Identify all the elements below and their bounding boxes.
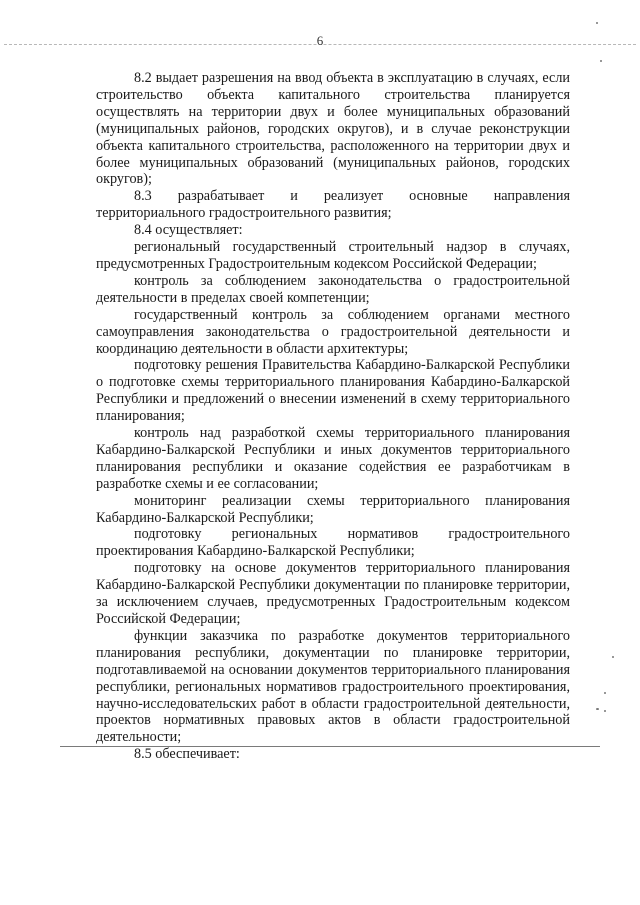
paragraph-item: мониторинг реализации схемы территориального планирования Кабардино-Балкарской Республики; [96,492,570,526]
paragraph-item: контроль за соблюдением законодательства о градостроительной деятельности в пределах своей компетенции; [96,272,570,306]
paragraph-item: подготовку на основе документов территориального планирования Кабардино-Балкарской Республики документации по планировке территории, за исключением случаев, предусмотренных Градостроительным кодексом Российской Федерации; [96,560,570,627]
scan-speck [604,692,606,694]
scan-speck [596,22,598,24]
document-body [96,70,570,763]
paragraph-item: государственный контроль за соблюдением органами местного самоуправления законодательства о градостроительной деятельности и координацию деятельности в области архитектуры; [96,306,570,357]
paragraph-8-3: 8.3 разрабатывает и реализует основные направления территориального градостроительного развития; [96,188,570,222]
paragraph-item: подготовку региональных нормативов градостроительного проектирования Кабардино-Балкарской Республики; [96,526,570,560]
paragraph-8-4-heading: 8.4 осуществляет: [134,222,243,239]
paragraph-8-2: 8.2 выдает разрешения на ввод объекта в эксплуатацию в случаях, если строительство объекта капитального строительства планируется осуществлять на территории двух и более муниципальных образований (муниципальных районов, городских округов), и в случае реконструкции объекта капитального строительства, расположенного на территории двух и более муниципальных образований (муниципальных районов, городских округов); [96,70,570,188]
paragraph-item: функции заказчика по разработке документов территориального планирования республики, документации по планировке территории, подготавливаемой на основании документов территориального планирования республики, региональных нормативов градостроительного проектирования, научно-исследовательских работ в области градостроительной деятельности, проектов нормативных правовых актов в области градостроительной деятельности; [96,627,570,746]
paragraph-item: подготовку решения Правительства Кабардино-Балкарской Республики о подготовке схемы территориального планирования Кабардино-Балкарской Республики и предложений о внесении изменений в схему территориального планирования; [96,357,570,425]
paragraph-item: контроль над разработкой схемы территориального планирования Кабардино-Балкарской Республики и иных документов территориального планирования республики и оказание содействия ее разработчикам в разработке схемы и ее согласовании; [96,425,570,492]
scan-speck [612,656,614,658]
page-number: 6 [316,33,324,48]
scan-speck [596,708,599,710]
scan-speck [604,710,606,712]
paragraph-item: региональный государственный строительный надзор в случаях, предусмотренных Градостроительным кодексом Российской Федерации; [96,239,570,272]
paragraph-8-5-heading: 8.5 обеспечивает: [134,746,240,763]
scan-speck [600,60,602,62]
scan-artifact-bottom-line [60,746,600,747]
